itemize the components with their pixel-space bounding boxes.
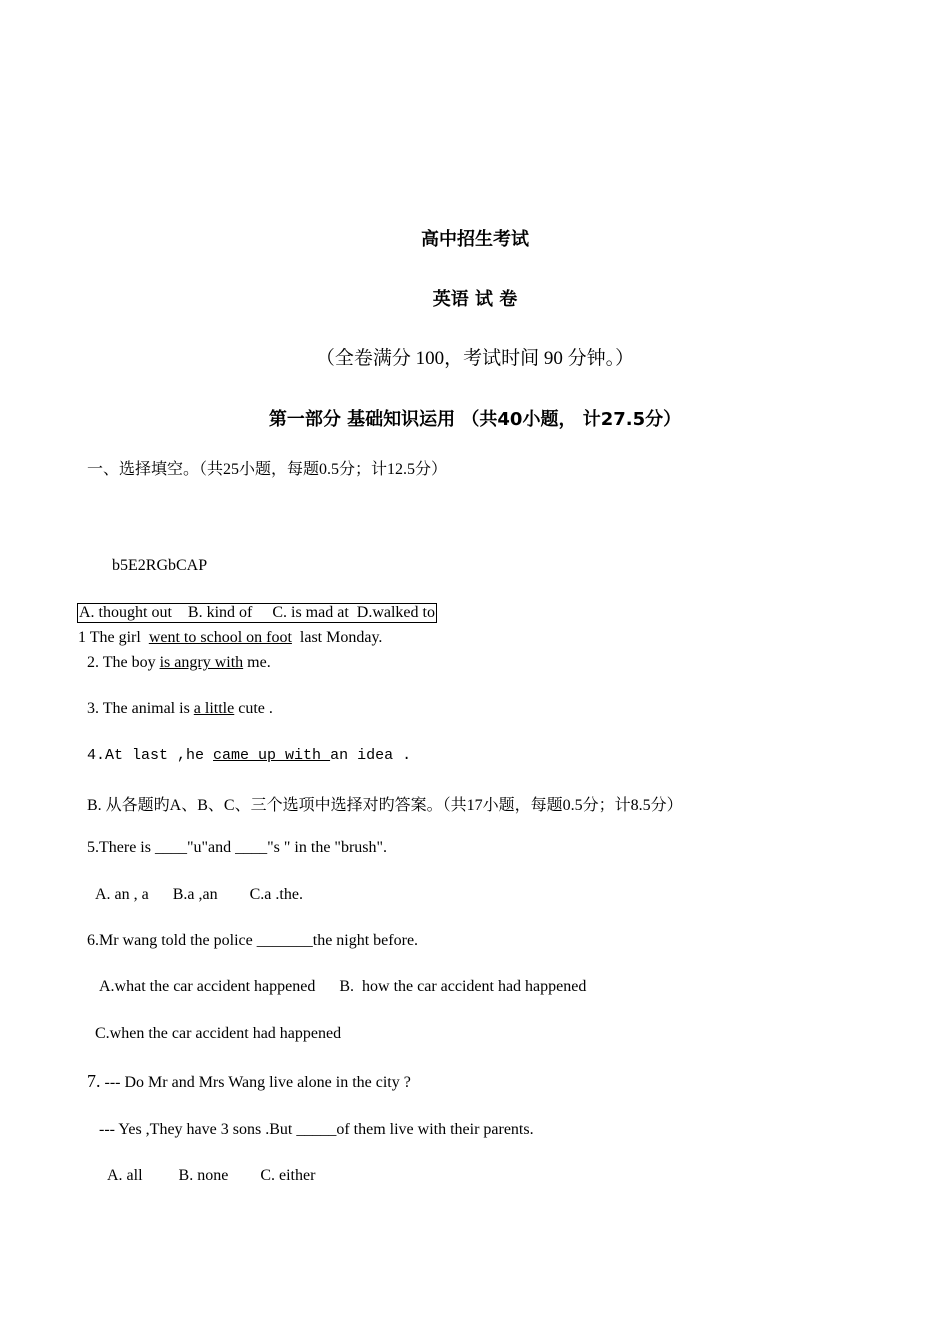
q4-underlined: came up with (213, 747, 331, 764)
q2-underlined: is angry with (159, 654, 244, 671)
q1-post: last Monday. (291, 629, 383, 646)
q3-pre: 3. The animal is (87, 700, 194, 717)
question-6-stem: 6.Mr wang told the police _______the night before. (87, 932, 419, 949)
section1-heading: 一、选择填空。（共25小题，每题0.5分；计12.5分） (87, 461, 448, 478)
q3-underlined: a little (193, 700, 235, 717)
q7-stem-text: --- Do Mr and Mrs Wang live alone in the city ? (100, 1074, 411, 1091)
q4-post: an idea . (330, 747, 412, 764)
q2-post: me. (243, 654, 271, 671)
exam-subject: 英语 试 卷 (432, 289, 518, 310)
q4-pre: 4.At last ,he (87, 747, 214, 764)
question-1 (78, 629, 382, 647)
question-7-stem (87, 1071, 411, 1092)
question-7-reply: --- Yes ,They have 3 sons .But _____of them live with their parents. (99, 1121, 534, 1138)
question-5-stem: 5.There is ____"u"and ____"s " in the "brush". (87, 839, 388, 856)
question-6-options-2: C.when the car accident had happened (95, 1025, 342, 1042)
code-text: b5E2RGbCAP (112, 557, 208, 574)
sectionB-heading: B. 从各题旳A、B、C、三个选项中选择对旳答案。（共17小题，每题0.5分；计8.5分） (87, 797, 683, 814)
part1-heading: 第一部分 基础知识运用 （共40小题， 计27.5分） (268, 409, 682, 430)
question-2 (87, 654, 271, 672)
q1-underlined: went to school on foot (148, 629, 292, 646)
exam-note: （全卷满分 100，考试时间 90 分钟。） (315, 348, 635, 369)
q3-post: cute . (234, 700, 273, 717)
question-4 (87, 747, 411, 764)
boxed-options: A. thought out B. kind of C. is mad at D.walked to (79, 604, 435, 621)
question-3 (87, 700, 273, 718)
q1-pre: 1 The girl (78, 629, 149, 646)
exam-title: 高中招生考试 (421, 229, 529, 250)
question-5-options: A. an , a B.a ,an C.a .the. (95, 886, 303, 903)
q7-number: 7. (87, 1071, 101, 1091)
q2-pre: 2. The boy (87, 654, 160, 671)
question-6-options-1: A.what the car accident happened B. how the car accident had happened (99, 978, 587, 995)
question-7-options: A. all B. none C. either (107, 1167, 316, 1184)
